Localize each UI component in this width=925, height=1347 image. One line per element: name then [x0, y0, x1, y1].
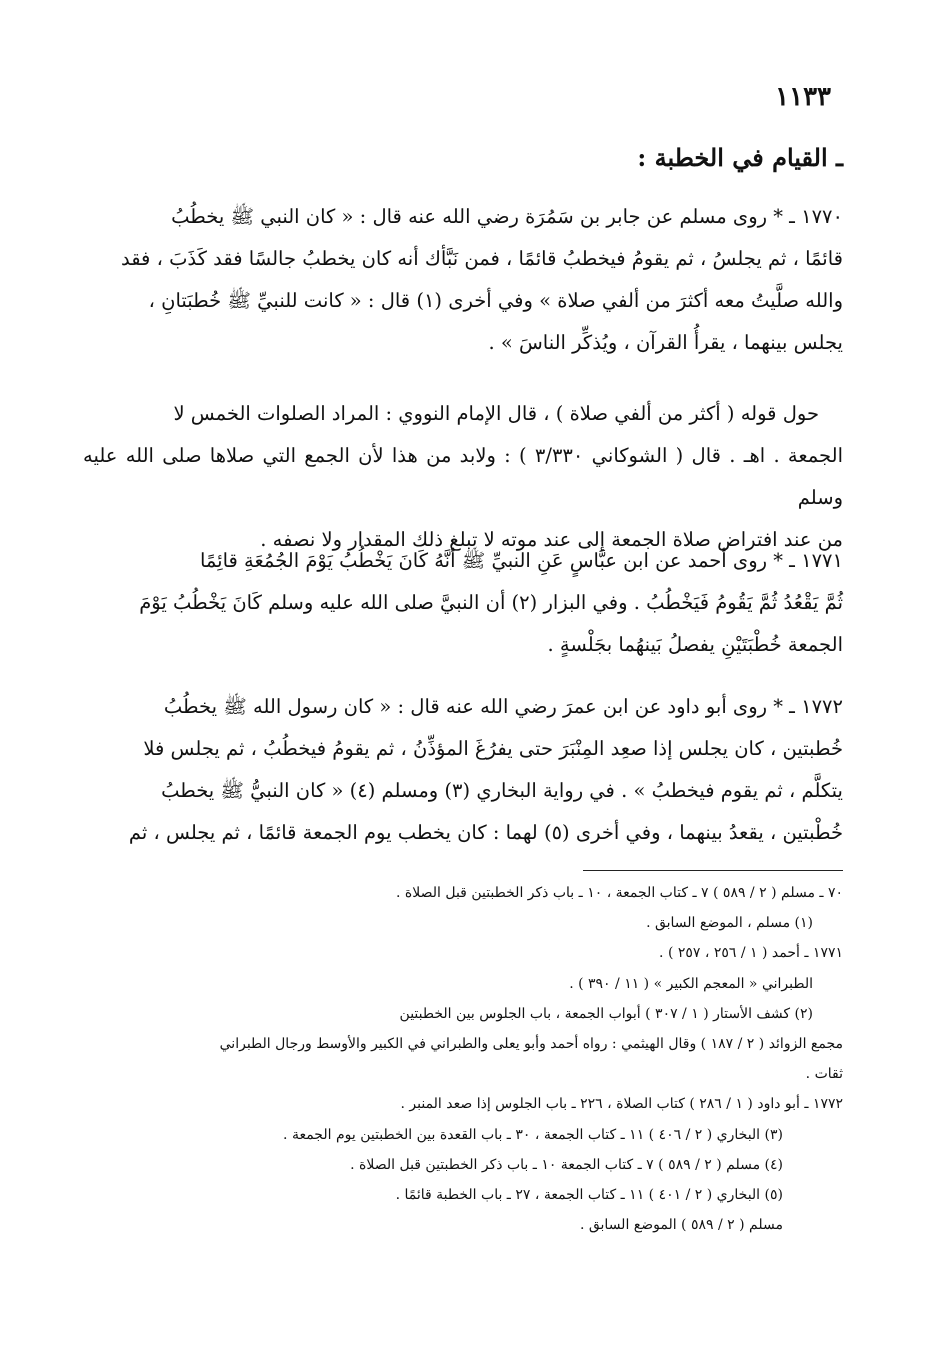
footnote-line: (٥) البخاري ( ٢ / ٤٠١ ) ١١ ـ كتاب الجمعة ، ٢٧ ـ باب الخطبة قائمًا .	[395, 1187, 783, 1204]
hadith-1772-line: خُطْبتين ، يقعدُ بينهما ، وفي أخرى (٥) لهما : كان يخطب يوم الجمعة قائمًا ، ثم يجلس ، ثم	[128, 821, 843, 844]
footnote-line: مسلم ( ٢ / ٥٨٩ ) الموضع السابق .	[579, 1217, 783, 1234]
commentary-1770	[83, 393, 843, 561]
hadith-1770	[83, 196, 843, 364]
footnote-line: ٧٠ ـ مسلم ( ٢ / ٥٨٩ ) ٧ ـ كتاب الجمعة ، ١٠ ـ باب ذكر الخطبتين قبل الصلاة .	[396, 885, 843, 901]
commentary-line: حول قوله ( أكثر من ألفي صلاة ) ، قال الإمام النووي : المراد الصلوات الخمس لا	[173, 402, 819, 425]
section-heading: ـ القيام في الخطبة :	[637, 143, 843, 172]
hadith-1772	[83, 686, 843, 854]
hadith-1770-line: قائمًا ، ثم يجلسُ ، ثم يقومُ فيخطبُ قائمًا ، فمن نَبَّأك أنه كان يخطبُ جالسًا فقد كَذَبَ ، فقد	[120, 247, 843, 270]
commentary-line: من عند افتراض صلاة الجمعة إلى عند موته لا تبلغ ذلك المقدار ولا نصفه .	[260, 528, 843, 551]
footnote-line: (٢) كشف الأستار ( ١ / ٣٠٧ ) أبواب الجمعة ، باب الجلوس بين الخطبتين	[399, 1005, 813, 1022]
hadith-1771	[83, 540, 843, 666]
hadith-1770-line: ١٧٧٠ ـ * روى مسلم عن جابر بن سَمُرَة رضي الله عنه قال : « كان النبي ﷺ يخطُبُ	[171, 205, 843, 228]
hadith-1772-line: يتكلَّم ، ثم يقوم فيخطبُ » . في رواية البخاري (٣) ومسلم (٤) « كان النبيُّ ﷺ يخطبُ	[161, 779, 843, 802]
footnote-line: ثقات .	[805, 1066, 843, 1083]
footnote-line: ١٧٧١ ـ أحمد ( ١ / ٢٥٦ ، ٢٥٧ ) .	[659, 945, 843, 962]
footnote-line: الطبراني « المعجم الكبير » ( ١١ / ٣٩٠ ) .	[569, 975, 813, 992]
commentary-line: الجمعة . اهـ . قال ( الشوكاني ٣/٣٣٠ ) : ولابد من هذا لأن الجمع التي صلاها صلى الله عليه وسلم	[83, 444, 844, 509]
footnote-line: (١) مسلم ، الموضع السابق .	[646, 915, 813, 932]
page-number: ١١٣٣	[775, 82, 831, 112]
footnote-line: (٣) البخاري ( ٢ / ٤٠٦ ) ١١ ـ كتاب الجمعة ، ٣٠ ـ باب القعدة بين الخطبتين يوم الجمعة .	[283, 1126, 783, 1143]
hadith-1771-line: الجمعة خُطْبَتَيْنِ يفصلُ بَينهُما بجَلْسةٍ .	[547, 633, 843, 656]
hadith-1772-line: خُطبتين ، كان يجلس إذا صعِد المِنْبَرَ حتى يفرُغَ المؤذِّنُ ، ثم يقومُ فيخطُبُ ، ثم يجلس فلا	[143, 737, 843, 760]
footnote-line: مجمع الزوائد ( ٢ / ١٨٧ ) وقال الهيثمي : رواه أحمد وأبو يعلى والطبراني في الكبير والأوسط ورجال الطبراني	[219, 1036, 843, 1053]
hadith-1770-line: يجلس بينهما ، يقرأُ القرآن ، ويُذكِّر الناسَ » .	[488, 331, 843, 354]
hadith-1771-line: ثُمَّ يَقْعُدُ ثُمَّ يَقُومُ فَيَخْطُبُ . وفي البزار (٢) أن النبيَّ صلى الله عليه وسلم كَانَ يَخْطُبُ يَوْمَ	[139, 591, 843, 614]
hadith-1770-line: والله صلَّيتُ معه أكثرَ من ألفي صلاة » وفي أخرى (١) قال : « كانت للنبيِّ ﷺ خُطبَتانِ ،	[148, 289, 843, 312]
hadith-1772-line: ١٧٧٢ ـ * روى أبو داود عن ابن عمرَ رضي الله عنه قال : « كان رسول الله ﷺ يخطُبُ	[163, 695, 843, 718]
footnotes	[83, 878, 843, 1240]
footnote-divider	[583, 870, 843, 871]
footnote-line: (٤) مسلم ( ٢ / ٥٨٩ ) ٧ ـ كتاب الجمعة ١٠ ـ باب ذكر الخطبتين قبل الصلاة .	[350, 1156, 783, 1173]
hadith-1771-line: ١٧٧١ ـ * روى أحمد عن ابن عبَّاسٍ عَنِ النبيِّ ﷺ أنَّهُ كَانَ يَخْطُبُ يَوْمَ الجُمُعَةِ قائِمًا	[199, 549, 843, 572]
footnote-line: ١٧٧٢ ـ أبو داود ( ١ / ٢٨٦ ) كتاب الصلاة ، ٢٢٦ ـ باب الجلوس إذا صعد المنبر .	[400, 1096, 843, 1113]
